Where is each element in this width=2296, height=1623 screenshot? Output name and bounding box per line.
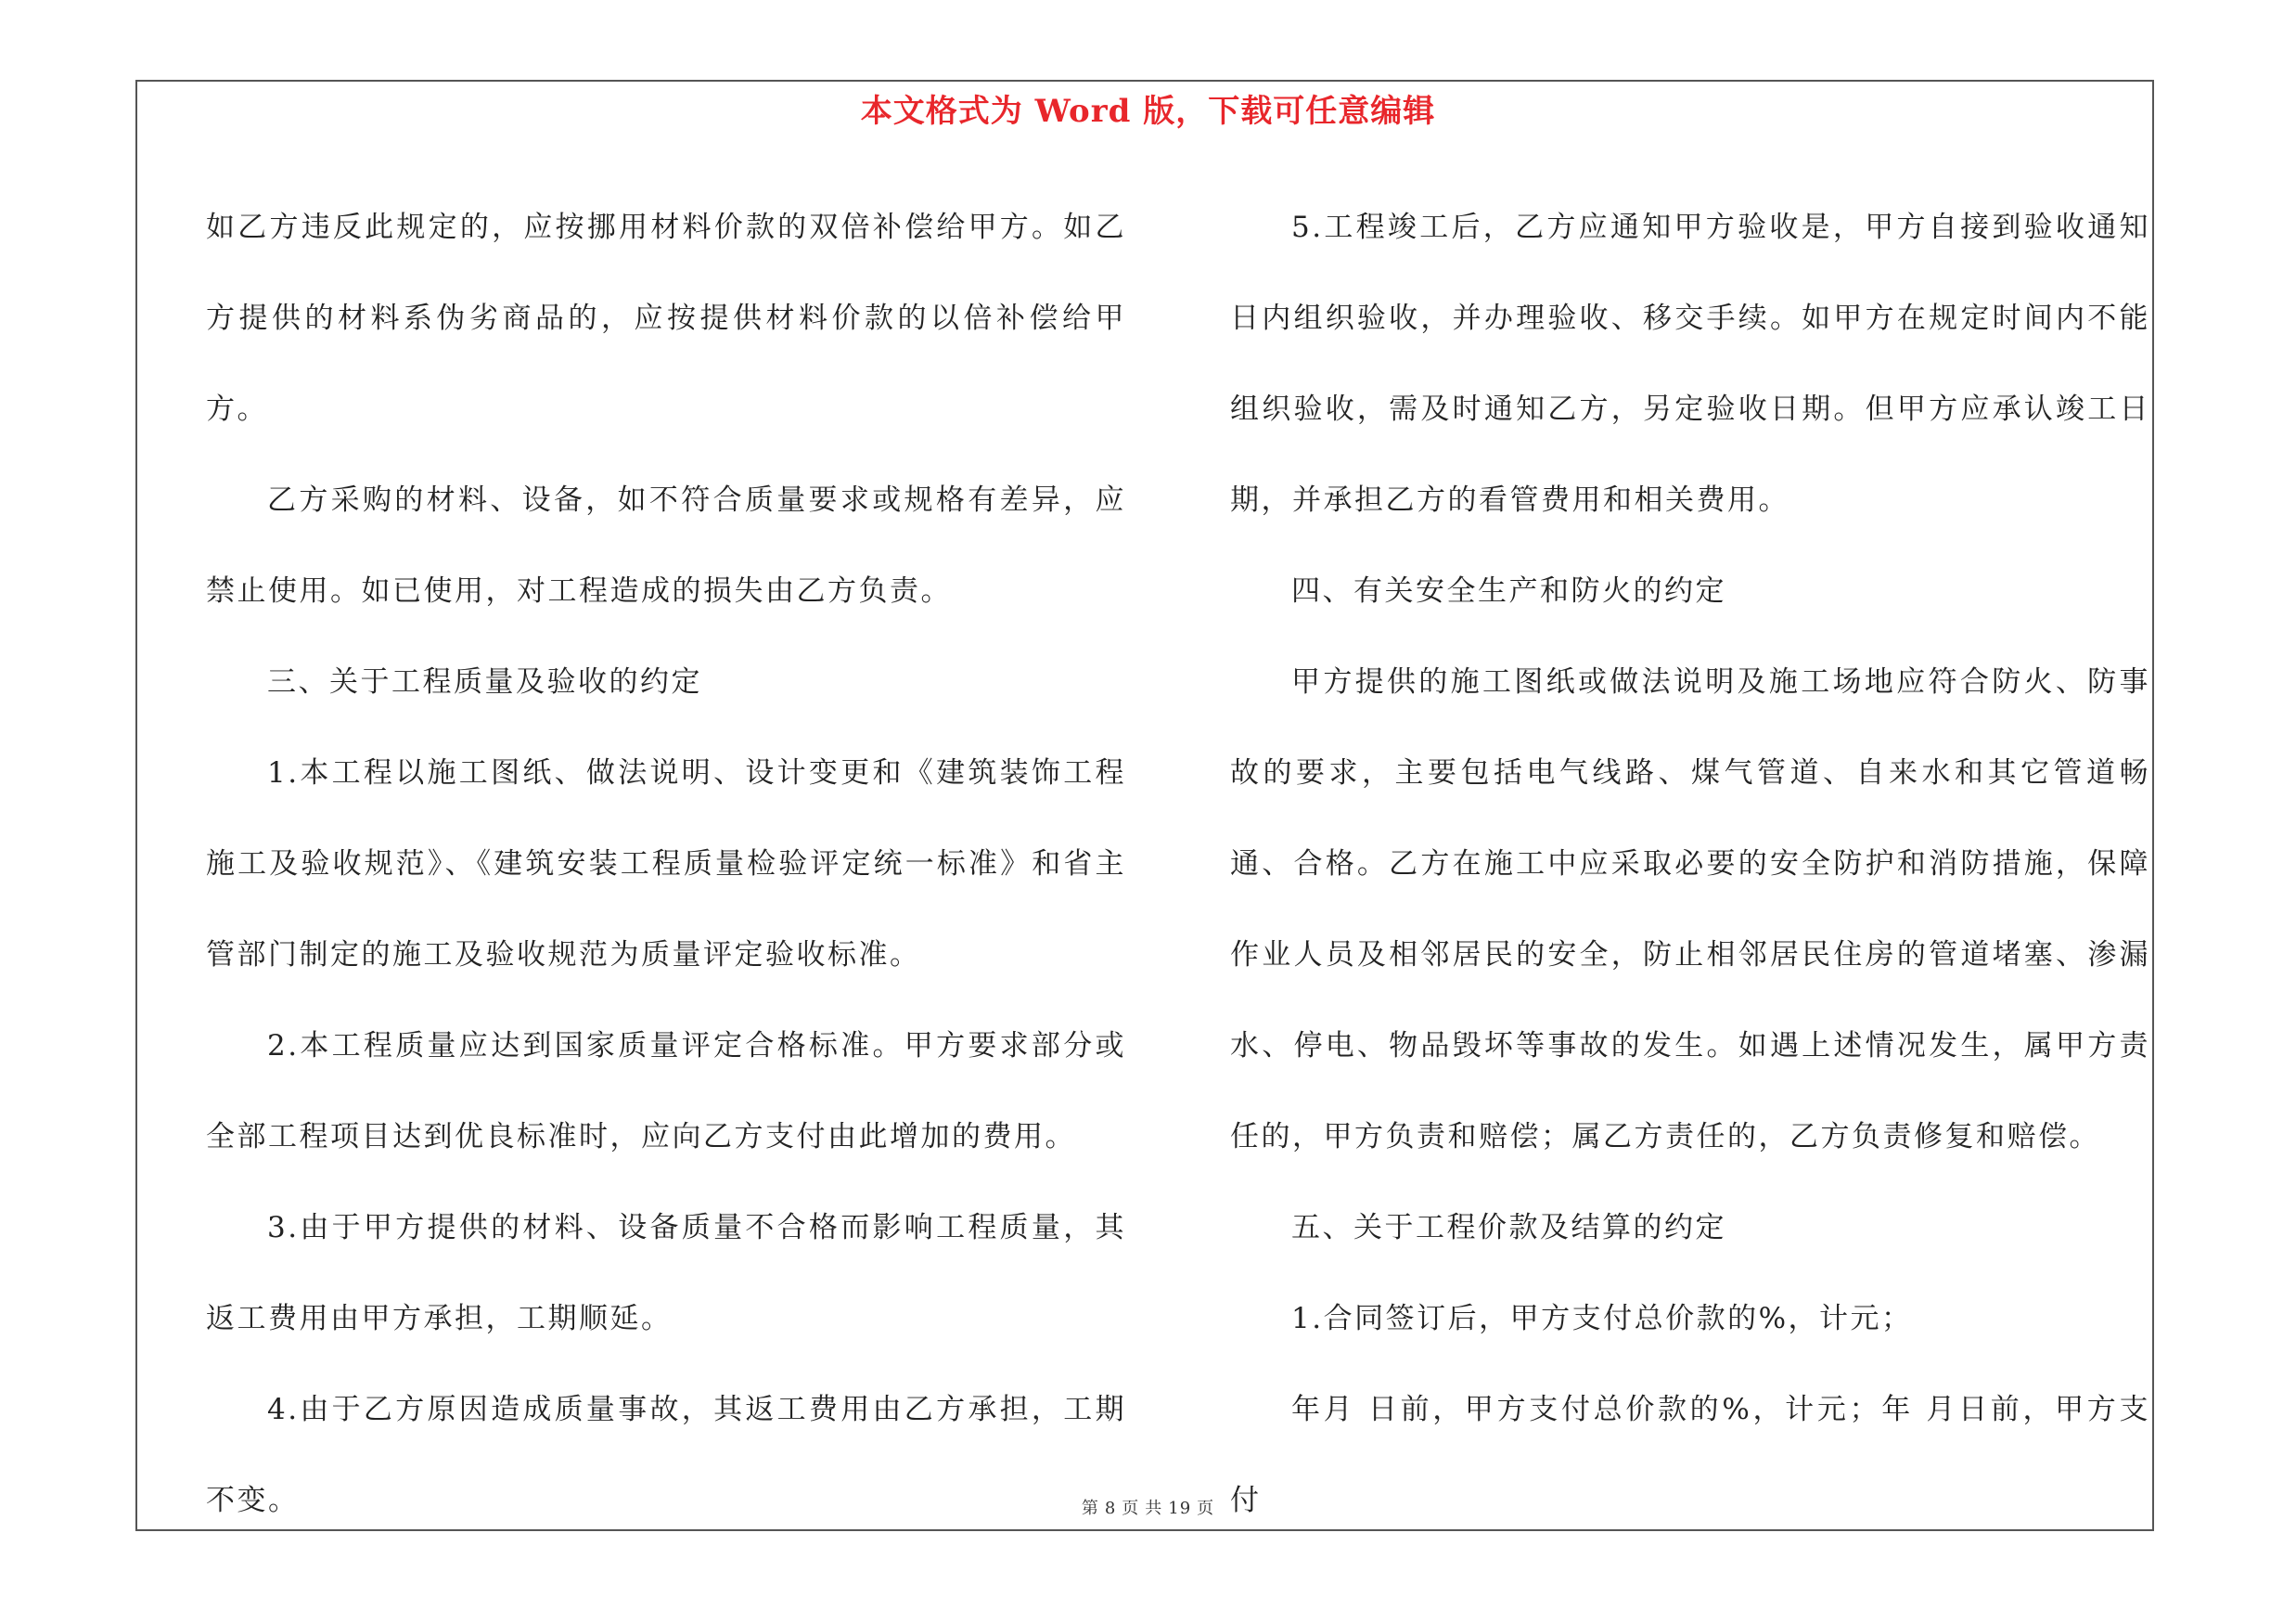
paragraph: 如乙方违反此规定的，应按挪用材料价款的双倍补偿给甲方。如乙方提供的材料系伪劣商品的，应按提供材料价款的以倍补偿给甲方。: [206, 211, 1126, 426]
footer-page-label: 页: [1122, 1499, 1140, 1518]
page-number-footer: [0, 1495, 2296, 1519]
paragraph: 2.本工程质量应达到国家质量评定合格标准。甲方要求部分或全部工程项目达到优良标准时，应向乙方支付由此增加的费用。: [206, 1029, 1126, 1153]
section-heading: 五、关于工程价款及结算的约定: [1291, 1211, 1726, 1244]
paragraph: 乙方采购的材料、设备，如不符合质量要求或规格有差异，应禁止使用。如已使用，对工程造成的损失由乙方负责。: [206, 483, 1126, 608]
total-pages-number: 19: [1168, 1499, 1192, 1518]
paragraph: 3.由于甲方提供的材料、设备质量不合格而影响工程质量，其返工费用由甲方承担，工期顺延。: [206, 1211, 1126, 1335]
footer-total-suffix: 页: [1197, 1499, 1215, 1518]
paragraph: 年月 日前，甲方支付总价款的%，计元；年 月日前，甲方支付: [1230, 1393, 2150, 1517]
paragraph: 1.本工程以施工图纸、做法说明、设计变更和《建筑装饰工程施工及验收规范》、《建筑安装工程质量检验评定统一标准》和省主管部门制定的施工及验收规范为质量评定验收标准。: [206, 756, 1126, 972]
footer-total-prefix: 共: [1145, 1499, 1163, 1518]
paragraph: 5.工程竣工后，乙方应通知甲方验收是，甲方自接到验收通知日内组织验收，并办理验收、移交手续。如甲方在规定时间内不能组织验收，需及时通知乙方，另定验收日期。但甲方应承认竣工日期，并承担乙方的看管费用和相关费用。: [1230, 211, 2150, 517]
right-column: [1230, 182, 2150, 1546]
paragraph: 1.合同签订后，甲方支付总价款的%，计元；: [1291, 1302, 1913, 1335]
word-format-banner: 本文格式为 Word 版，下载可任意编辑: [860, 93, 1436, 130]
section-heading: 三、关于工程质量及验收的约定: [267, 665, 702, 699]
section-heading: 四、有关安全生产和防火的约定: [1291, 574, 1726, 608]
paragraph: 甲方提供的施工图纸或做法说明及施工场地应符合防火、防事故的要求，主要包括电气线路、煤气管道、自来水和其它管道畅通、合格。乙方在施工中应采取必要的安全防护和消防措施，保障作业人员及相邻居民的安全，防止相邻居民住房的管道堵塞、渗漏水、停电、物品毁坏等事故的发生。如遇上述情况发生，属甲方责任的，甲方负责和赔偿；属乙方责任的，乙方负责修复和赔偿。: [1230, 665, 2150, 1153]
current-page-number: 8: [1104, 1499, 1117, 1518]
left-column: [206, 182, 1126, 1546]
footer-prefix: 第: [1081, 1499, 1099, 1518]
paragraph: 4.由于乙方原因造成质量事故，其返工费用由乙方承担，工期不变。: [206, 1393, 1126, 1517]
